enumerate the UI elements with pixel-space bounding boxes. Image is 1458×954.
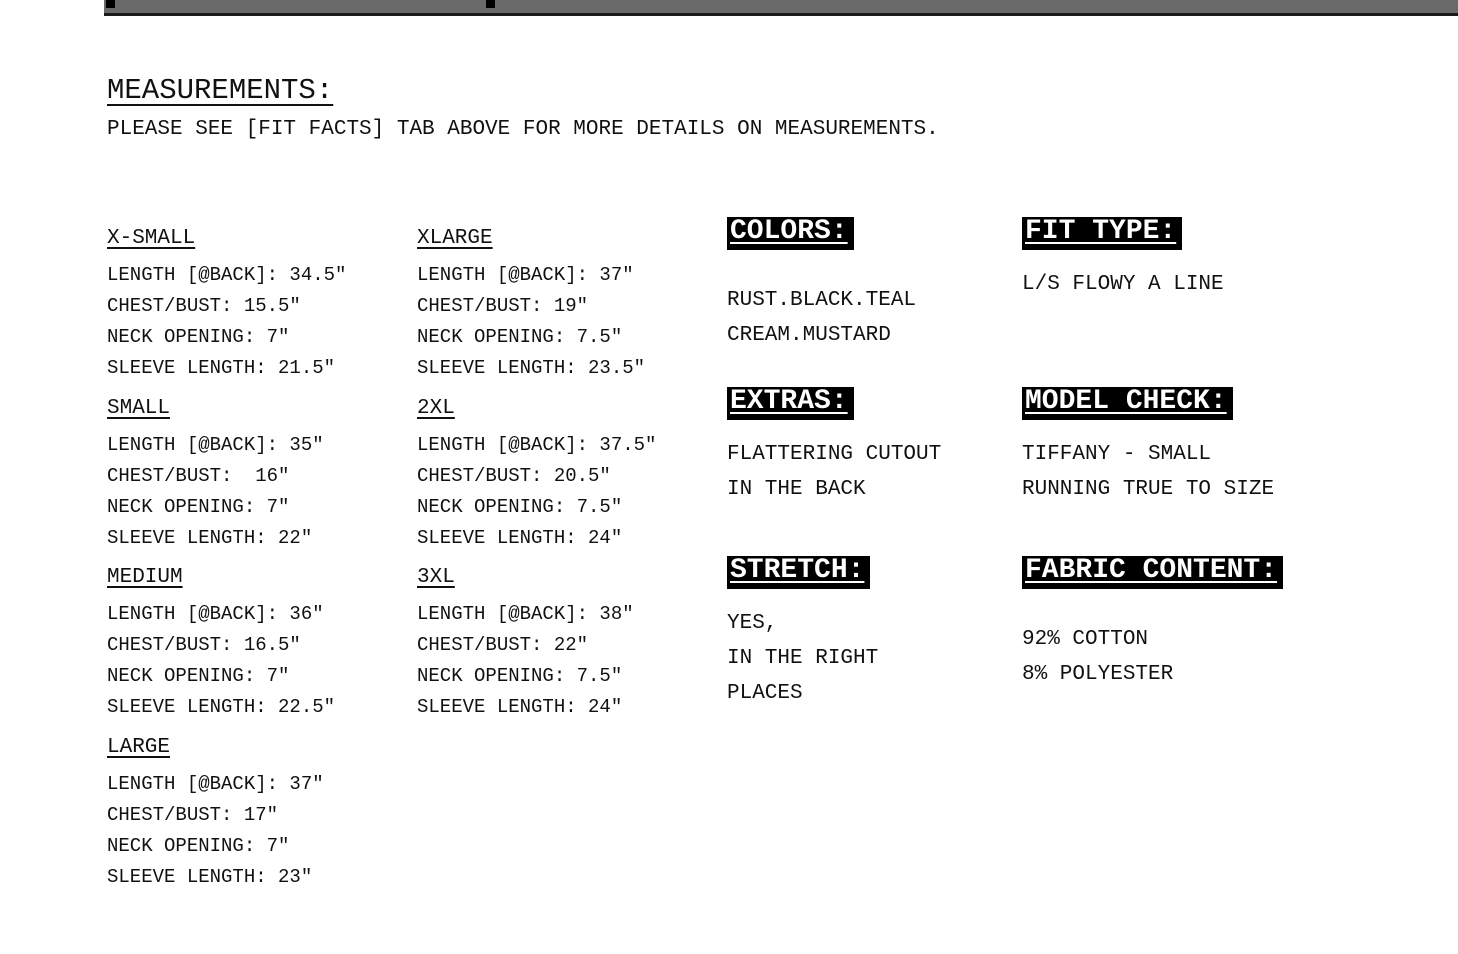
section-colors xyxy=(727,217,1057,353)
size-block-xsmall xyxy=(107,226,417,384)
size-block-3xl xyxy=(417,565,727,723)
measurement-row: CHEST/BUST: 16.5" xyxy=(107,634,301,656)
measurement-row: LENGTH [@BACK]: 37" xyxy=(107,773,324,795)
measurement-row: SLEEVE LENGTH: 23" xyxy=(107,866,313,888)
model-check-heading: MODEL CHECK: xyxy=(1022,387,1233,420)
extras-heading: EXTRAS: xyxy=(727,387,854,420)
section-extras xyxy=(727,387,1057,507)
extras-body xyxy=(727,437,1057,507)
measurement-row: CHEST/BUST: 20.5" xyxy=(417,465,611,487)
stretch-body xyxy=(727,606,1057,711)
measurement-row: SLEEVE LENGTH: 24" xyxy=(417,696,623,718)
info-line: 92% COTTON xyxy=(1022,628,1149,651)
info-line: IN THE RIGHT xyxy=(727,647,879,670)
page-subtitle: PLEASE SEE [FIT FACTS] TAB ABOVE FOR MORE DETAILS ON MEASUREMENTS. xyxy=(107,118,939,141)
measurement-row: LENGTH [@BACK]: 38" xyxy=(417,603,634,625)
info-line: RUNNING TRUE TO SIZE xyxy=(1022,478,1275,501)
size-block-small xyxy=(107,396,417,554)
fit-type-body xyxy=(1022,267,1352,302)
size-rows xyxy=(417,430,727,554)
measurement-row: LENGTH [@BACK]: 37" xyxy=(417,264,634,286)
measurement-row: NECK OPENING: 7" xyxy=(107,835,290,857)
info-line: TIFFANY - SMALL xyxy=(1022,443,1212,466)
size-block-large xyxy=(107,735,417,893)
measurement-row: SLEEVE LENGTH: 24" xyxy=(417,527,623,549)
info-line: PLACES xyxy=(727,682,803,705)
measurement-row: NECK OPENING: 7.5" xyxy=(417,665,623,687)
measurement-row: CHEST/BUST: 16" xyxy=(107,465,290,487)
info-line: YES, xyxy=(727,612,778,635)
size-name: MEDIUM xyxy=(107,566,183,589)
info-column-2 xyxy=(1022,0,1352,954)
measurement-row: NECK OPENING: 7" xyxy=(107,665,290,687)
measurement-row: LENGTH [@BACK]: 35" xyxy=(107,434,324,456)
size-name: SMALL xyxy=(107,397,171,420)
info-line: FLATTERING CUTOUT xyxy=(727,443,942,466)
size-name: XLARGE xyxy=(417,227,493,250)
measurement-row: CHEST/BUST: 15.5" xyxy=(107,295,301,317)
size-rows xyxy=(107,260,417,384)
measurement-row: CHEST/BUST: 17" xyxy=(107,804,279,826)
section-fabric-content xyxy=(1022,556,1352,692)
size-rows xyxy=(107,430,417,554)
measurement-row: SLEEVE LENGTH: 23.5" xyxy=(417,357,646,379)
measurement-row: LENGTH [@BACK]: 37.5" xyxy=(417,434,657,456)
measurement-row: NECK OPENING: 7.5" xyxy=(417,496,623,518)
model-check-body xyxy=(1022,437,1352,507)
fabric-content-heading: FABRIC CONTENT: xyxy=(1022,556,1283,589)
colors-body xyxy=(727,283,1057,353)
info-column-1 xyxy=(727,0,1057,954)
size-rows xyxy=(107,599,417,723)
section-stretch xyxy=(727,556,1057,711)
section-model-check xyxy=(1022,387,1352,507)
page-title: MEASUREMENTS: xyxy=(107,74,334,107)
size-block-2xl xyxy=(417,396,727,554)
size-column-1 xyxy=(107,0,417,954)
colors-heading: COLORS: xyxy=(727,217,854,250)
size-name: 3XL xyxy=(417,566,455,589)
fit-type-heading: FIT TYPE: xyxy=(1022,217,1182,250)
measurement-row: SLEEVE LENGTH: 22.5" xyxy=(107,696,336,718)
measurement-row: LENGTH [@BACK]: 34.5" xyxy=(107,264,347,286)
measurement-row: NECK OPENING: 7" xyxy=(107,326,290,348)
measurement-row: CHEST/BUST: 19" xyxy=(417,295,589,317)
measurement-row: SLEEVE LENGTH: 21.5" xyxy=(107,357,336,379)
measurement-row: NECK OPENING: 7.5" xyxy=(417,326,623,348)
fabric-content-body xyxy=(1022,622,1352,692)
info-line: L/S FLOWY A LINE xyxy=(1022,273,1224,296)
info-line: RUST.BLACK.TEAL xyxy=(727,289,917,312)
size-name: LARGE xyxy=(107,736,171,759)
info-line: IN THE BACK xyxy=(727,478,866,501)
size-name: X-SMALL xyxy=(107,227,196,250)
info-line: CREAM.MUSTARD xyxy=(727,324,891,347)
measurement-row: LENGTH [@BACK]: 36" xyxy=(107,603,324,625)
size-rows xyxy=(417,260,727,384)
measurement-row: CHEST/BUST: 22" xyxy=(417,634,589,656)
size-block-xlarge xyxy=(417,226,727,384)
measurement-row: NECK OPENING: 7" xyxy=(107,496,290,518)
size-block-medium xyxy=(107,565,417,723)
size-rows xyxy=(107,769,417,893)
stretch-heading: STRETCH: xyxy=(727,556,870,589)
size-rows xyxy=(417,599,727,723)
size-name: 2XL xyxy=(417,397,455,420)
size-column-2 xyxy=(417,0,727,954)
section-fit-type xyxy=(1022,217,1352,302)
measurement-row: SLEEVE LENGTH: 22" xyxy=(107,527,313,549)
info-line: 8% POLYESTER xyxy=(1022,663,1174,686)
